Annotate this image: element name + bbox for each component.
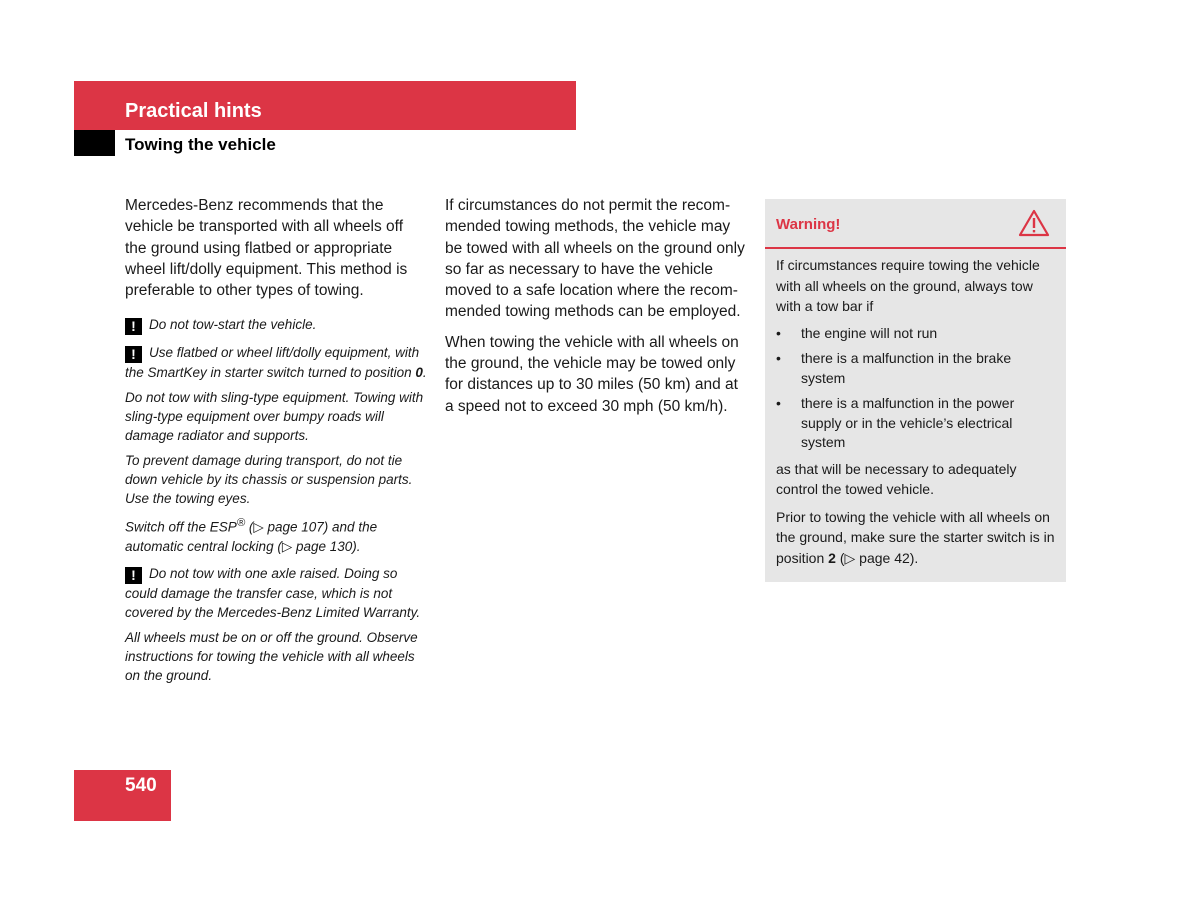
note-tow-start <box>125 315 427 335</box>
warning-body <box>765 249 1066 568</box>
warning-box <box>765 199 1066 582</box>
warning-list <box>776 324 1056 453</box>
note-esp <box>125 514 427 556</box>
note-one-axle <box>125 564 427 622</box>
warning-header <box>765 199 1066 249</box>
note-text: Do not tow with one axle raised. Doing so could damage the transfer case, which is not covered by the Mercedes-Benz Limited Warranty. <box>125 565 421 620</box>
exclamation-icon: ! <box>125 346 142 363</box>
note-all-wheels: All wheels must be on or off the ground. Observe instructions for towing the vehicle with all wheels on the ground. <box>125 629 418 683</box>
starter-position: 2 <box>828 549 836 566</box>
note-flatbed <box>125 343 427 382</box>
note-text: Do not tow-start the vehicle. <box>149 317 317 333</box>
note-text: Use flatbed or wheel lift/dolly equipment, with the SmartKey in starter switch turned to position <box>125 345 420 381</box>
note-text-cont: (▷ page 107) and the automatic central locking (▷ page 130). <box>125 519 378 554</box>
column-middle <box>445 195 750 426</box>
paragraph-circumstances: If circumstances do not permit the recom-mended towing methods, the vehicle may be towed with all wheels on the ground only so far as necessary to have the vehicle moved to a safe location where the recom-mended towing methods can be employed. <box>445 197 745 321</box>
list-item: • the engine will not run <box>776 324 1056 344</box>
section-title: Practical hints <box>125 100 262 122</box>
list-item: • there is a malfunction in the brake system <box>776 349 1056 388</box>
warning-prior-text: Prior to towing the vehicle with all wheels on the ground, make sure the starter switch is in position <box>776 508 1055 566</box>
subsection-title: Towing the vehicle <box>125 135 276 154</box>
warning-after: as that will be necessary to adequately control the towed vehicle. <box>776 460 1017 497</box>
note-sling: Do not tow with sling-type equipment. Towing with sling-type equipment over bumpy roads will damage radiator and supports. <box>125 390 424 444</box>
list-item: • there is a malfunction in the power supply or in the vehicle’s electrical system <box>776 394 1056 453</box>
note-chassis: To prevent damage during transport, do not tie down vehicle by its chassis or suspension parts. Use the towing eyes. <box>125 453 413 507</box>
warning-title: Warning! <box>776 216 841 233</box>
exclamation-icon: ! <box>125 567 142 584</box>
note-text-end: . <box>422 365 427 381</box>
note-text: Switch off the ESP <box>125 519 237 535</box>
intro-paragraph: Mercedes-Benz recommends that the vehicle be transported with all wheels off the ground using flatbed or appropriate wheel lift/dolly equipment. This method is preferable to other types of towing. <box>125 197 408 300</box>
warning-prior <box>776 507 1056 569</box>
exclamation-icon: ! <box>125 318 142 335</box>
section-marker-tab <box>74 130 115 156</box>
registered-mark: ® <box>236 517 246 530</box>
key-position: 0 <box>415 365 423 381</box>
column-left <box>125 195 427 691</box>
warning-triangle-icon <box>1018 209 1050 237</box>
warning-prior-ref: (▷ page 42). <box>835 549 919 566</box>
paragraph-distance-limit: When towing the vehicle with all wheels on the ground, the vehicle may be towed only for distances up to 30 miles (50 km) and at a speed not to exceed 30 mph (50 km/h). <box>445 333 739 415</box>
page-number: 540 <box>125 775 157 796</box>
warning-intro: If circumstances require towing the vehicle with all wheels on the ground, always tow with a tow bar if <box>776 257 1040 314</box>
